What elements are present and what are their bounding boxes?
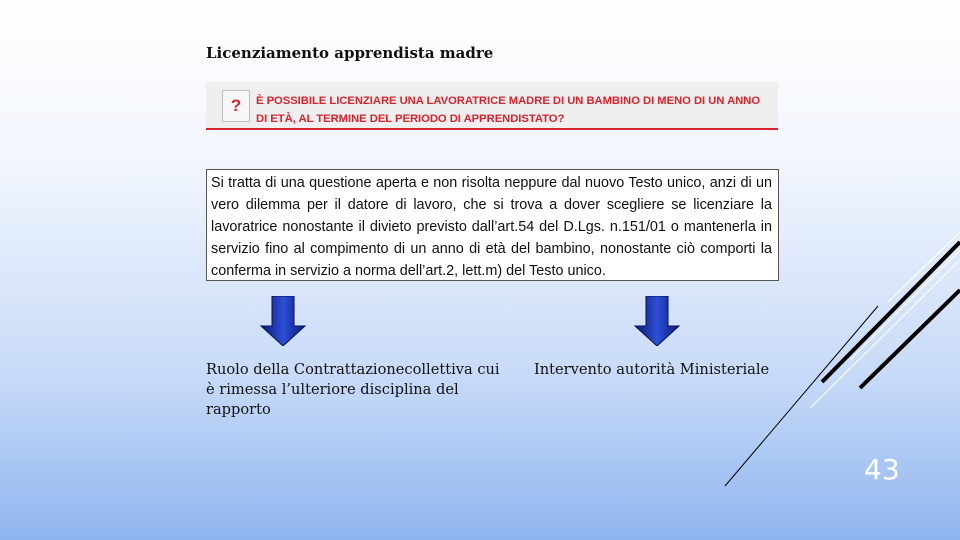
answer-text: Si tratta di una questione aperta e non risolta neppure dal nuovo Testo unico, anzi di un vero dilemma per il datore di lavoro, che si trova a dover scegliere se licenziare la lavoratrice nonostante il divieto previsto dall’art.54 del D.Lgs. n.151/01 o mantenerla in servizio fino al compimento di un anno di età del bambino, nonostante ciò comporti la conferma in servizio a norma dell’art.2, lett.m) del Testo unico. bbox=[206, 169, 779, 281]
branch-label-contrattazione: Ruolo della Contrattazionecollettiva cui è rimessa l’ulteriore disciplina del rapporto bbox=[206, 361, 500, 418]
page-number: 43 bbox=[864, 453, 900, 486]
branch-label-ministeriale: Intervento autorità Ministeriale bbox=[534, 361, 770, 378]
question-text: È POSSIBILE LICENZIARE UNA LAVORATRICE MADRE DI UN BAMBINO DI MENO DI UN ANNO DI ETÀ, AL TERMINE DEL PERIODO DI APPRENDISTATO? bbox=[256, 95, 761, 125]
down-arrow-icon bbox=[633, 296, 681, 346]
slide-title: Licenziamento apprendista madre bbox=[206, 44, 494, 62]
question-mark-icon bbox=[222, 90, 250, 122]
decorative-lines bbox=[700, 220, 960, 500]
question-mark: ? bbox=[230, 96, 242, 115]
down-arrow-icon bbox=[259, 296, 307, 346]
question-box bbox=[206, 82, 778, 130]
